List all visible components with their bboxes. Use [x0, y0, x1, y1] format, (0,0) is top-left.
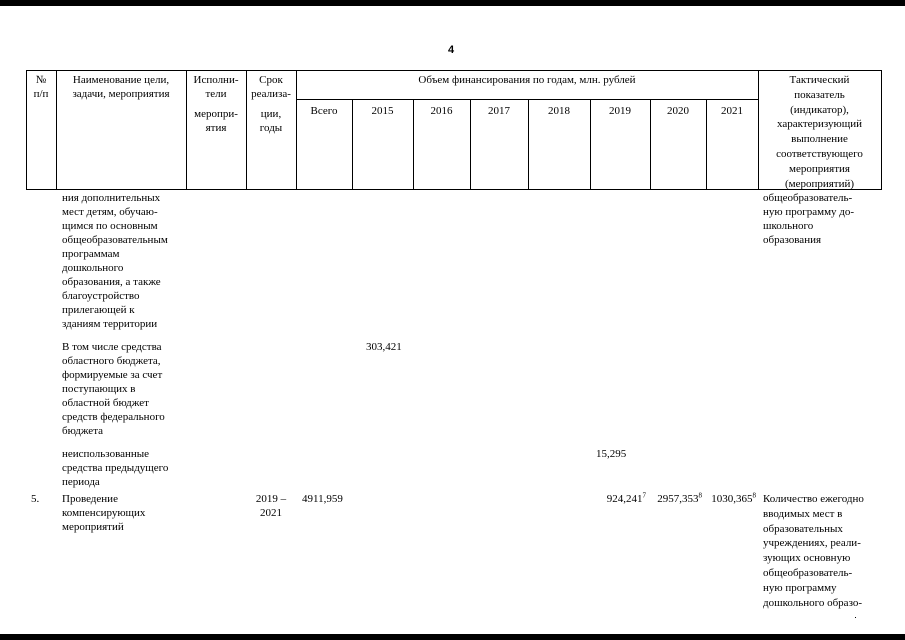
continued-row-indicator: общеобразователь- ную программу до- школьного образования: [763, 192, 855, 246]
row5-indicator: Количество ежегодно вводимых мест в образовательных учреждениях, реали- зующих основную общеобразователь- ную программу дошкольного образо-: [763, 493, 864, 609]
header-year-2017: 2017: [488, 105, 510, 117]
header-name: Наименование цели, задачи, мероприятия: [72, 74, 170, 100]
header-year-2019: 2019: [609, 105, 631, 117]
row5-2021-value: 1030,365$^8$: [711, 491, 756, 505]
header-year-2016: 2016: [430, 105, 453, 117]
row5-total: 4911,959: [302, 493, 343, 505]
header-indicator: Тактический показатель (индикатор), характеризующий выполнение соответствующего мероприятия (мероприятий): [776, 74, 863, 190]
row5-number: 5.: [31, 493, 40, 505]
header-year-2015: 2015: [371, 105, 394, 117]
header-term: Срок реализа- ции, годы: [251, 74, 291, 134]
regional-budget-row-name: В том числе средства областного бюджета, формируемые за счет поступающих в областной бюджет средств федерального бюджета: [62, 341, 165, 437]
header-year-2018: 2018: [548, 105, 570, 117]
row5-name: Проведение компенсирующих мероприятий: [62, 493, 146, 533]
row5-term: 2019 – 2021: [255, 493, 287, 519]
header-total: Всего: [310, 105, 338, 117]
unused-funds-2019-value: 15,295: [596, 448, 627, 460]
page-number: 4: [448, 44, 455, 56]
unused-funds-row-name: неиспользованные средства предыдущего периода: [62, 448, 169, 488]
header-year-2021: 2021: [721, 105, 743, 117]
top-border-bar: [0, 0, 905, 6]
header-funding-title: Объем финансирования по годам, млн. рублей: [418, 74, 636, 86]
stray-dot: [855, 617, 856, 618]
header-num: № п/п: [33, 74, 49, 100]
header-executors: Исполни- тели меропри- ятия: [193, 74, 239, 134]
regional-budget-2015-value: 303,421: [366, 341, 402, 353]
header-year-2020: 2020: [667, 105, 689, 117]
bottom-border-bar: [0, 634, 905, 640]
continued-row-name: ния дополнительных мест детям, обучаю- щимся по основным общеобразовательным программам дошкольного образования, а также благоустройство прилегающей к зданиям территории: [62, 192, 168, 330]
row5-2020-value: 2957,353$^8$: [657, 491, 702, 505]
row5-2019-value: 924,241$^7$: [606, 491, 646, 505]
